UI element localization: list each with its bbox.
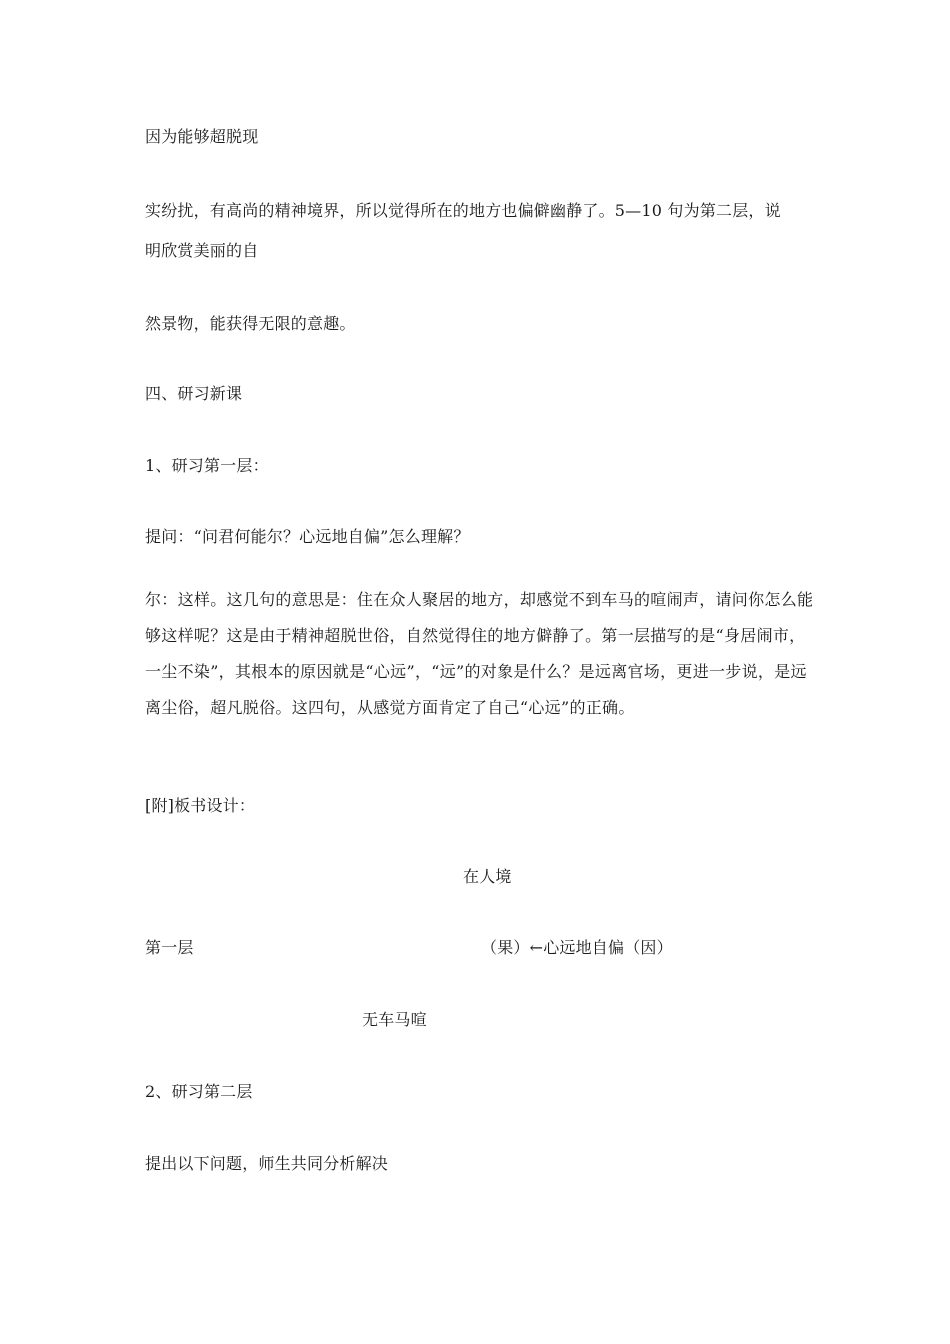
- step-heading-layer-1: 1、研习第一层：: [145, 456, 269, 475]
- board-design-label: [附]板书设计：: [145, 796, 256, 815]
- board-top-center: 在人境: [463, 867, 512, 886]
- text-line-intro: 因为能够超脱现: [145, 127, 259, 146]
- section-heading-new-lesson: 四、研习新课: [145, 384, 243, 403]
- question-line: 提问：“问君何能尔？心远地自偏”怎么理解？: [145, 527, 470, 546]
- board-cause-effect: （果）←心远地自偏（因）: [481, 938, 673, 957]
- board-bottom: 无车马喧: [362, 1010, 427, 1029]
- step-heading-layer-2: 2、研习第二层: [145, 1082, 253, 1101]
- discussion-line: 提出以下问题，师生共同分析解决: [145, 1154, 389, 1173]
- answer-paragraph: 尔：这样。这几句的意思是：住在众人聚居的地方，却感觉不到车马的喧闹声，请问你怎么能够这样呢？这是由于精神超脱世俗，自然觉得住的地方僻静了。第一层描写的是“身居闹市，一尘不染”，其根本的原因就是“心远”，“远”的对象是什么？是远离官场，更进一步说，是远离尘俗，超凡脱俗。这四句，从感觉方面肯定了自己“心远”的正确。: [145, 590, 814, 717]
- text-line-scenery: 然景物，能获得无限的意趣。: [145, 314, 356, 333]
- text-line-continuation: 实纷扰，有高尚的精神境界，所以觉得所在的地方也偏僻幽静了。5—10 句为第二层，说: [145, 201, 781, 220]
- text-line-continuation-end: 明欣赏美丽的自: [145, 241, 259, 260]
- board-layer-label: 第一层: [145, 938, 194, 957]
